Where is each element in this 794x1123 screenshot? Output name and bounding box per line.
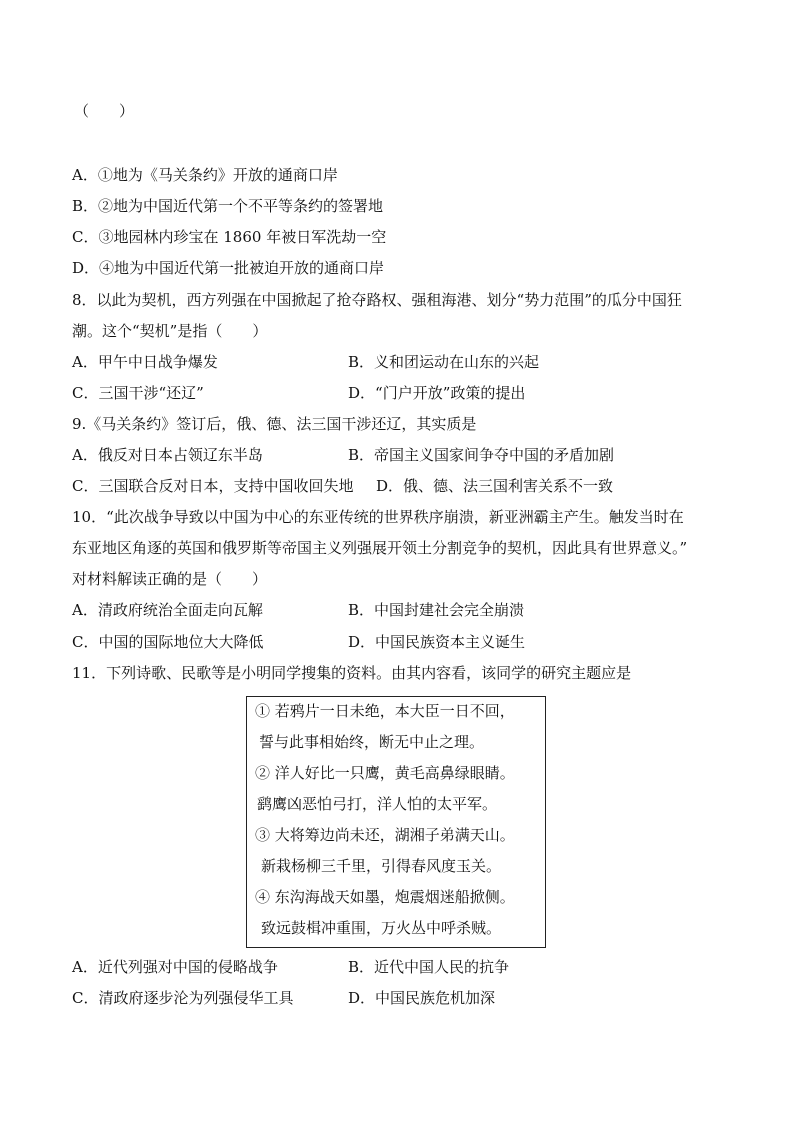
q8-stem-line1: 8．以此为契机，西方列强在中国掀起了抢夺路权、强租海港、划分“势力范围”的瓜分中国狂 — [72, 291, 682, 309]
q8-option-b: B．义和团运动在山东的兴起 — [348, 353, 540, 371]
q10-option-c: C．中国的国际地位大大降低 — [72, 633, 264, 651]
poem-line-3: ② 洋人好比一只鹰，黄毛高鼻绿眼睛。 — [255, 764, 515, 782]
q11-option-d: D．中国民族危机加深 — [348, 989, 496, 1007]
q9-option-b: B．帝国主义国家间争夺中国的矛盾加剧 — [348, 446, 615, 464]
q10-stem-line2: 东亚地区角逐的英国和俄罗斯等帝国主义列强展开领土分割竞争的契机，因此具有世界意义。” — [72, 539, 688, 557]
q7-option-a: A．①地为《马关条约》开放的通商口岸 — [72, 166, 338, 184]
q9-option-d: D．俄、德、法三国利害关系不一致 — [376, 477, 614, 495]
q7-option-c: C．③地园林内珍宝在 1860 年被日军洗劫一空 — [72, 228, 387, 246]
q10-option-a: A．清政府统治全面走向瓦解 — [72, 601, 263, 619]
q7-option-d: D．④地为中国近代第一批被迫开放的通商口岸 — [72, 259, 385, 277]
q9-option-c: C．三国联合反对日本，支持中国收回失地 — [72, 477, 354, 495]
q8-option-a: A．甲午中日战争爆发 — [72, 353, 218, 371]
q9-stem: 9.《马关条约》签订后，俄、德、法三国干涉还辽，其实质是 — [72, 415, 477, 433]
poem-line-5: ③ 大将筹边尚未还，湖湘子弟满天山。 — [255, 826, 515, 844]
q10-stem-line1: 10．“此次战争导致以中国为中心的东亚传统的世界秩序崩溃，新亚洲霸主产生。触发当时在 — [72, 508, 684, 526]
q11-option-c: C．清政府逐步沦为列强侵华工具 — [72, 989, 294, 1007]
q11-stem: 11．下列诗歌、民歌等是小明同学搜集的资料。由其内容看，该同学的研究主题应是 — [72, 664, 632, 682]
poem-line-2: 誓与此事相始终，断无中止之理。 — [259, 733, 485, 751]
q8-option-d: D．“门户开放”政策的提出 — [348, 384, 526, 402]
q8-option-c: C．三国干涉“还辽” — [72, 384, 204, 402]
q7-option-b: B．②地为中国近代第一个不平等条约的签署地 — [72, 197, 384, 215]
q10-option-b: B．中国封建社会完全崩溃 — [348, 601, 525, 619]
q11-poem-box — [246, 696, 546, 948]
poem-line-7: ④ 东沟海战天如墨，炮震烟迷船掀侧。 — [255, 888, 515, 906]
poem-line-8: 致远鼓楫冲重围，万火丛中呼杀贼。 — [261, 919, 502, 937]
poem-line-1: ① 若鸦片一日未绝，本大臣一日不回， — [255, 702, 515, 720]
poem-line-6: 新栽杨柳三千里，引得春风度玉关。 — [261, 857, 502, 875]
q11-option-b: B．近代中国人民的抗争 — [348, 958, 510, 976]
q9-option-a: A．俄反对日本占领辽东半岛 — [72, 446, 263, 464]
poem-line-4: 鹞鹰凶恶怕弓打，洋人怕的太平军。 — [257, 795, 498, 813]
q8-stem-line2: 潮。这个“契机”是指（ ） — [72, 322, 268, 340]
q11-option-a: A．近代列强对中国的侵略战争 — [72, 958, 278, 976]
q10-option-d: D．中国民族资本主义诞生 — [348, 633, 526, 651]
q10-stem-line3: 对材料解读正确的是（ ） — [72, 570, 268, 588]
q7-answer-bracket: （ ） — [74, 102, 135, 120]
